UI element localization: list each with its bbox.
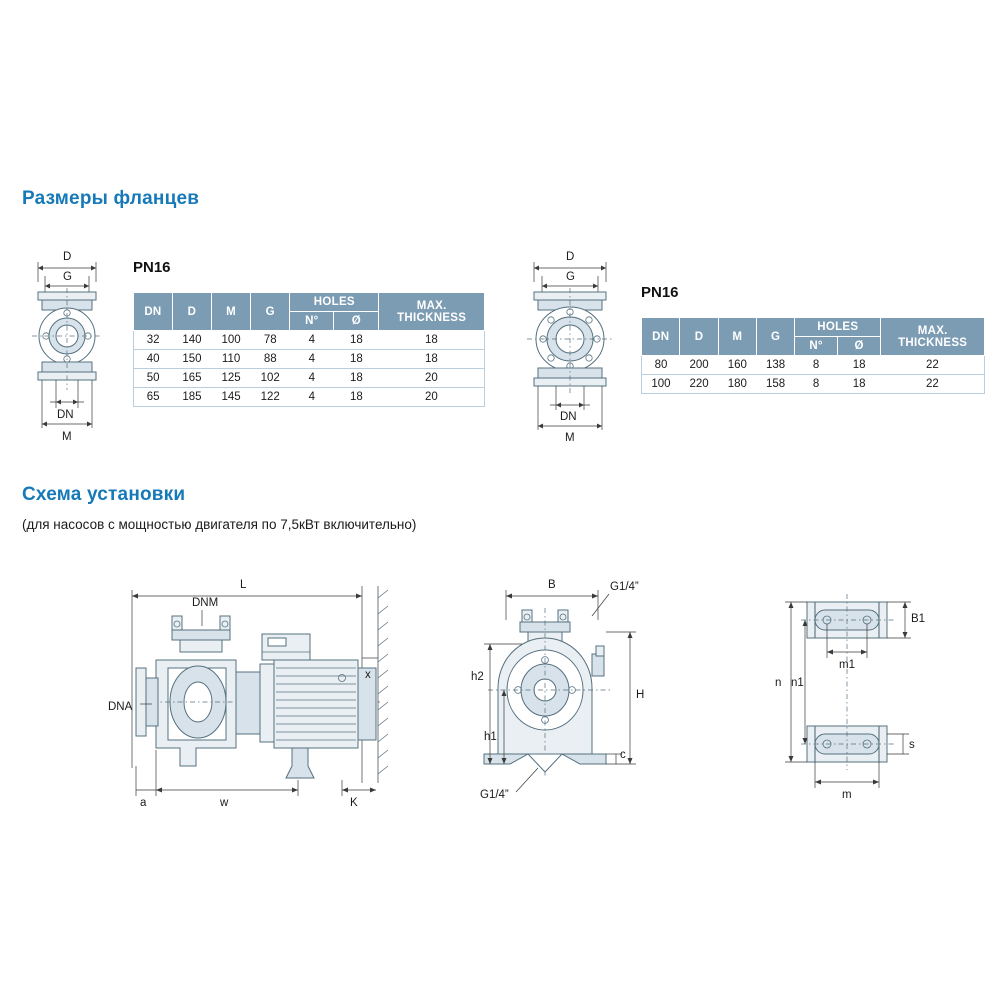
header-holes: HOLES <box>290 293 379 312</box>
front-label-H: H <box>636 689 645 701</box>
flange-right-label-G: G <box>566 271 575 283</box>
cell-holes-d: 18 <box>334 331 379 350</box>
cell-dn: 32 <box>134 331 173 350</box>
front-label-g14-top: G1/4” <box>610 581 639 593</box>
cell-holes-d: 18 <box>837 375 880 394</box>
cell-m: 145 <box>212 388 251 407</box>
header-dn: DN <box>642 318 680 356</box>
cell-dn: 100 <box>642 375 680 394</box>
cell-holes-d: 18 <box>334 369 379 388</box>
flange-left-label-M: M <box>62 431 72 443</box>
cell-holes-n: 4 <box>290 331 334 350</box>
flange-drawing-left <box>12 240 122 445</box>
table-row <box>134 369 485 388</box>
table-row <box>134 388 485 407</box>
front-label-B: B <box>548 579 556 591</box>
side-label-K: K <box>350 797 358 809</box>
header-thickness: MAX. THICKNESS <box>881 318 985 356</box>
cell-g: 158 <box>756 375 794 394</box>
front-label-g14-bottom: G1/4” <box>480 789 509 801</box>
flange-left-pn-label: PN16 <box>133 259 171 276</box>
cell-d: 200 <box>680 356 718 375</box>
cell-m: 160 <box>718 356 756 375</box>
cell-d: 150 <box>172 350 211 369</box>
cell-d: 185 <box>172 388 211 407</box>
cell-g: 88 <box>251 350 290 369</box>
header-thickness: MAX. THICKNESS <box>379 293 485 331</box>
side-label-DNA: DNA <box>108 701 133 713</box>
base-label-s: s <box>909 739 915 751</box>
cell-thickness: 18 <box>379 331 485 350</box>
cell-holes-n: 4 <box>290 369 334 388</box>
cell-holes-d: 18 <box>334 388 379 407</box>
cell-dn: 65 <box>134 388 173 407</box>
header-holes: HOLES <box>795 318 881 337</box>
header-m: M <box>718 318 756 356</box>
pump-base-plan-drawing <box>745 580 945 810</box>
header-g: G <box>251 293 290 331</box>
side-label-DNM: DNM <box>192 597 219 609</box>
flange-right-label-D: D <box>566 251 575 263</box>
cell-holes-n: 4 <box>290 388 334 407</box>
base-label-n: n <box>775 677 782 689</box>
side-label-w: w <box>220 797 229 809</box>
cell-g: 138 <box>756 356 794 375</box>
header-holes-n: N° <box>795 337 838 356</box>
header-holes-diameter: Ø <box>837 337 880 356</box>
base-label-m1: m1 <box>839 659 855 671</box>
table-row <box>134 331 485 350</box>
table-header-row <box>134 293 485 312</box>
side-label-a: a <box>140 797 147 809</box>
header-m: M <box>212 293 251 331</box>
install-section-title: Схема установки <box>22 484 186 505</box>
cell-g: 122 <box>251 388 290 407</box>
flanges-section-title: Размеры фланцев <box>22 188 200 209</box>
cell-m: 110 <box>212 350 251 369</box>
flange-left-label-D: D <box>63 251 72 263</box>
flange-right-pn-label: PN16 <box>641 284 679 301</box>
cell-dn: 40 <box>134 350 173 369</box>
front-label-h2: h2 <box>471 671 484 683</box>
header-g: G <box>756 318 794 356</box>
flange-left-label-DN: DN <box>57 409 74 421</box>
cell-d: 140 <box>172 331 211 350</box>
cell-m: 180 <box>718 375 756 394</box>
cell-holes-n: 8 <box>795 356 838 375</box>
flange-right-label-DN: DN <box>560 411 577 423</box>
flange-drawing-right <box>512 240 632 445</box>
pump-side-view-drawing <box>110 568 410 818</box>
cell-thickness: 20 <box>379 369 485 388</box>
cell-dn: 50 <box>134 369 173 388</box>
flange-table-right <box>641 317 985 394</box>
cell-d: 165 <box>172 369 211 388</box>
cell-m: 125 <box>212 369 251 388</box>
table-row <box>642 356 985 375</box>
cell-holes-d: 18 <box>837 356 880 375</box>
pump-front-view-drawing <box>470 568 685 818</box>
header-holes-n: N° <box>290 312 334 331</box>
cell-holes-n: 4 <box>290 350 334 369</box>
cell-g: 102 <box>251 369 290 388</box>
cell-holes-n: 8 <box>795 375 838 394</box>
header-d: D <box>680 318 718 356</box>
header-holes-diameter: Ø <box>334 312 379 331</box>
table-header-row <box>642 318 985 337</box>
front-label-h1: h1 <box>484 731 497 743</box>
flange-table-left <box>133 292 485 407</box>
base-label-m: m <box>842 789 852 801</box>
cell-d: 220 <box>680 375 718 394</box>
cell-thickness: 22 <box>881 356 985 375</box>
base-label-n1: n1 <box>791 677 804 689</box>
cell-holes-d: 18 <box>334 350 379 369</box>
base-label-B1: B1 <box>911 613 926 625</box>
front-label-c: c <box>620 749 626 761</box>
header-dn: DN <box>134 293 173 331</box>
cell-thickness: 20 <box>379 388 485 407</box>
cell-thickness: 22 <box>881 375 985 394</box>
header-d: D <box>172 293 211 331</box>
table-row <box>134 350 485 369</box>
flange-right-label-M: M <box>565 432 575 444</box>
side-label-x: x <box>365 669 371 681</box>
table-row <box>642 375 985 394</box>
side-label-L: L <box>240 579 247 591</box>
cell-dn: 80 <box>642 356 680 375</box>
install-section-subtitle: (для насосов с мощностью двигателя по 7,5кВт включительно) <box>22 517 417 532</box>
cell-m: 100 <box>212 331 251 350</box>
flange-left-label-G: G <box>63 271 72 283</box>
cell-thickness: 18 <box>379 350 485 369</box>
cell-g: 78 <box>251 331 290 350</box>
